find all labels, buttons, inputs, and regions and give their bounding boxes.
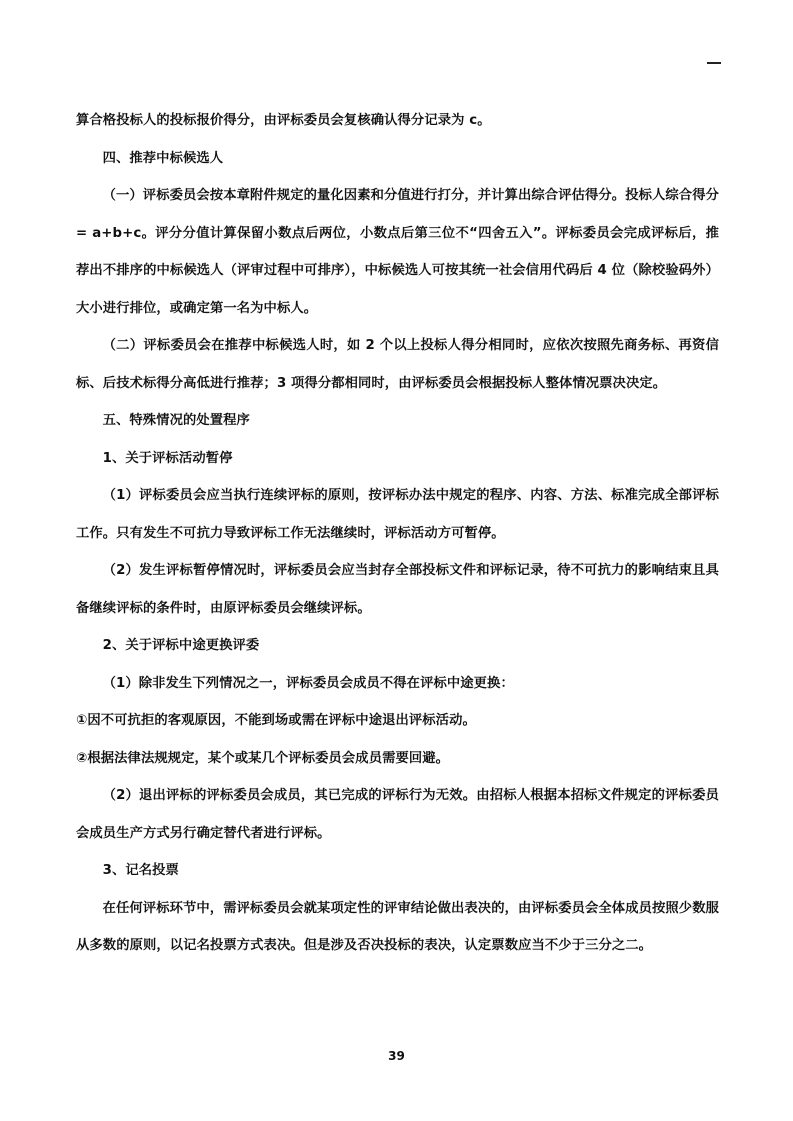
paragraph: （1）除非发生下列情况之一，评标委员会成员不得在评标中途更换：	[102, 675, 514, 691]
paragraph: 2、关于评标中途更换评委	[102, 638, 260, 653]
paragraph: 五、特殊情况的处置程序	[102, 413, 250, 428]
paragraph: （1）评标委员会应当执行连续评标的原则，按评标办法中规定的程序、内容、方法、标准完成全部评标工作。只有发生不可抗力导致评标工作无法继续时，评标活动方可暂停。	[76, 488, 719, 541]
paragraph: 3、记名投票	[102, 863, 179, 878]
page-number: 39	[388, 1049, 405, 1063]
paragraph: （2）发生评标暂停情况时，评标委员会应当封存全部投标文件和评标记录，待不可抗力的影响结束且具备继续评标的条件时，由原评标委员会继续评标。	[76, 563, 719, 616]
paragraph: ①因不可抗拒的客观原因，不能到场或需在评标中途退出评标活动。	[76, 713, 476, 728]
paragraph: 在任何评标环节中，需评标委员会就某项定性的评审结论做出表决的，由评标委员会全体成员按照少数服从多数的原则，以记名投票方式表决。但是涉及否决投标的表决，认定票数应当不少于三分之二。	[76, 900, 719, 953]
paragraph: （2）退出评标的评标委员会成员，其已完成的评标行为无效。由招标人根据本招标文件规定的评标委员会成员生产方式另行确定替代者进行评标。	[76, 788, 719, 841]
paragraph: 四、推荐中标候选人	[102, 150, 224, 166]
paragraph: 算合格投标人的投标报价得分，由评标委员会复核确认得分记录为 c。	[76, 113, 491, 128]
header-dash-mark	[707, 62, 721, 64]
paragraph: （二）评标委员会在推荐中标候选人时，如 2 个以上投标人得分相同时，应依次按照先商务标、再资信标、后技术标得分高低进行推荐；3 项得分都相同时，由评标委员会根据投标人整体情况票决决定。	[76, 338, 719, 391]
body-text	[76, 102, 719, 965]
paragraph: 1、关于评标活动暂停	[102, 450, 233, 466]
paragraph: ②根据法律法规规定，某个或某几个评标委员会成员需要回避。	[76, 750, 450, 766]
paragraph: （一）评标委员会按本章附件规定的量化因素和分值进行打分，并计算出综合评估得分。投标人综合得分 = a+b+c。评分分值计算保留小数点后两位，小数点后第三位不“四舍五入”。评标委员会完成评标后，推荐出不排序的中标候选人（评审过程中可排序），中标候选人可按其统一社会信用代码后 4 位（除校验码外）大小进行排位，或确定第一名为中标人。	[76, 188, 719, 316]
